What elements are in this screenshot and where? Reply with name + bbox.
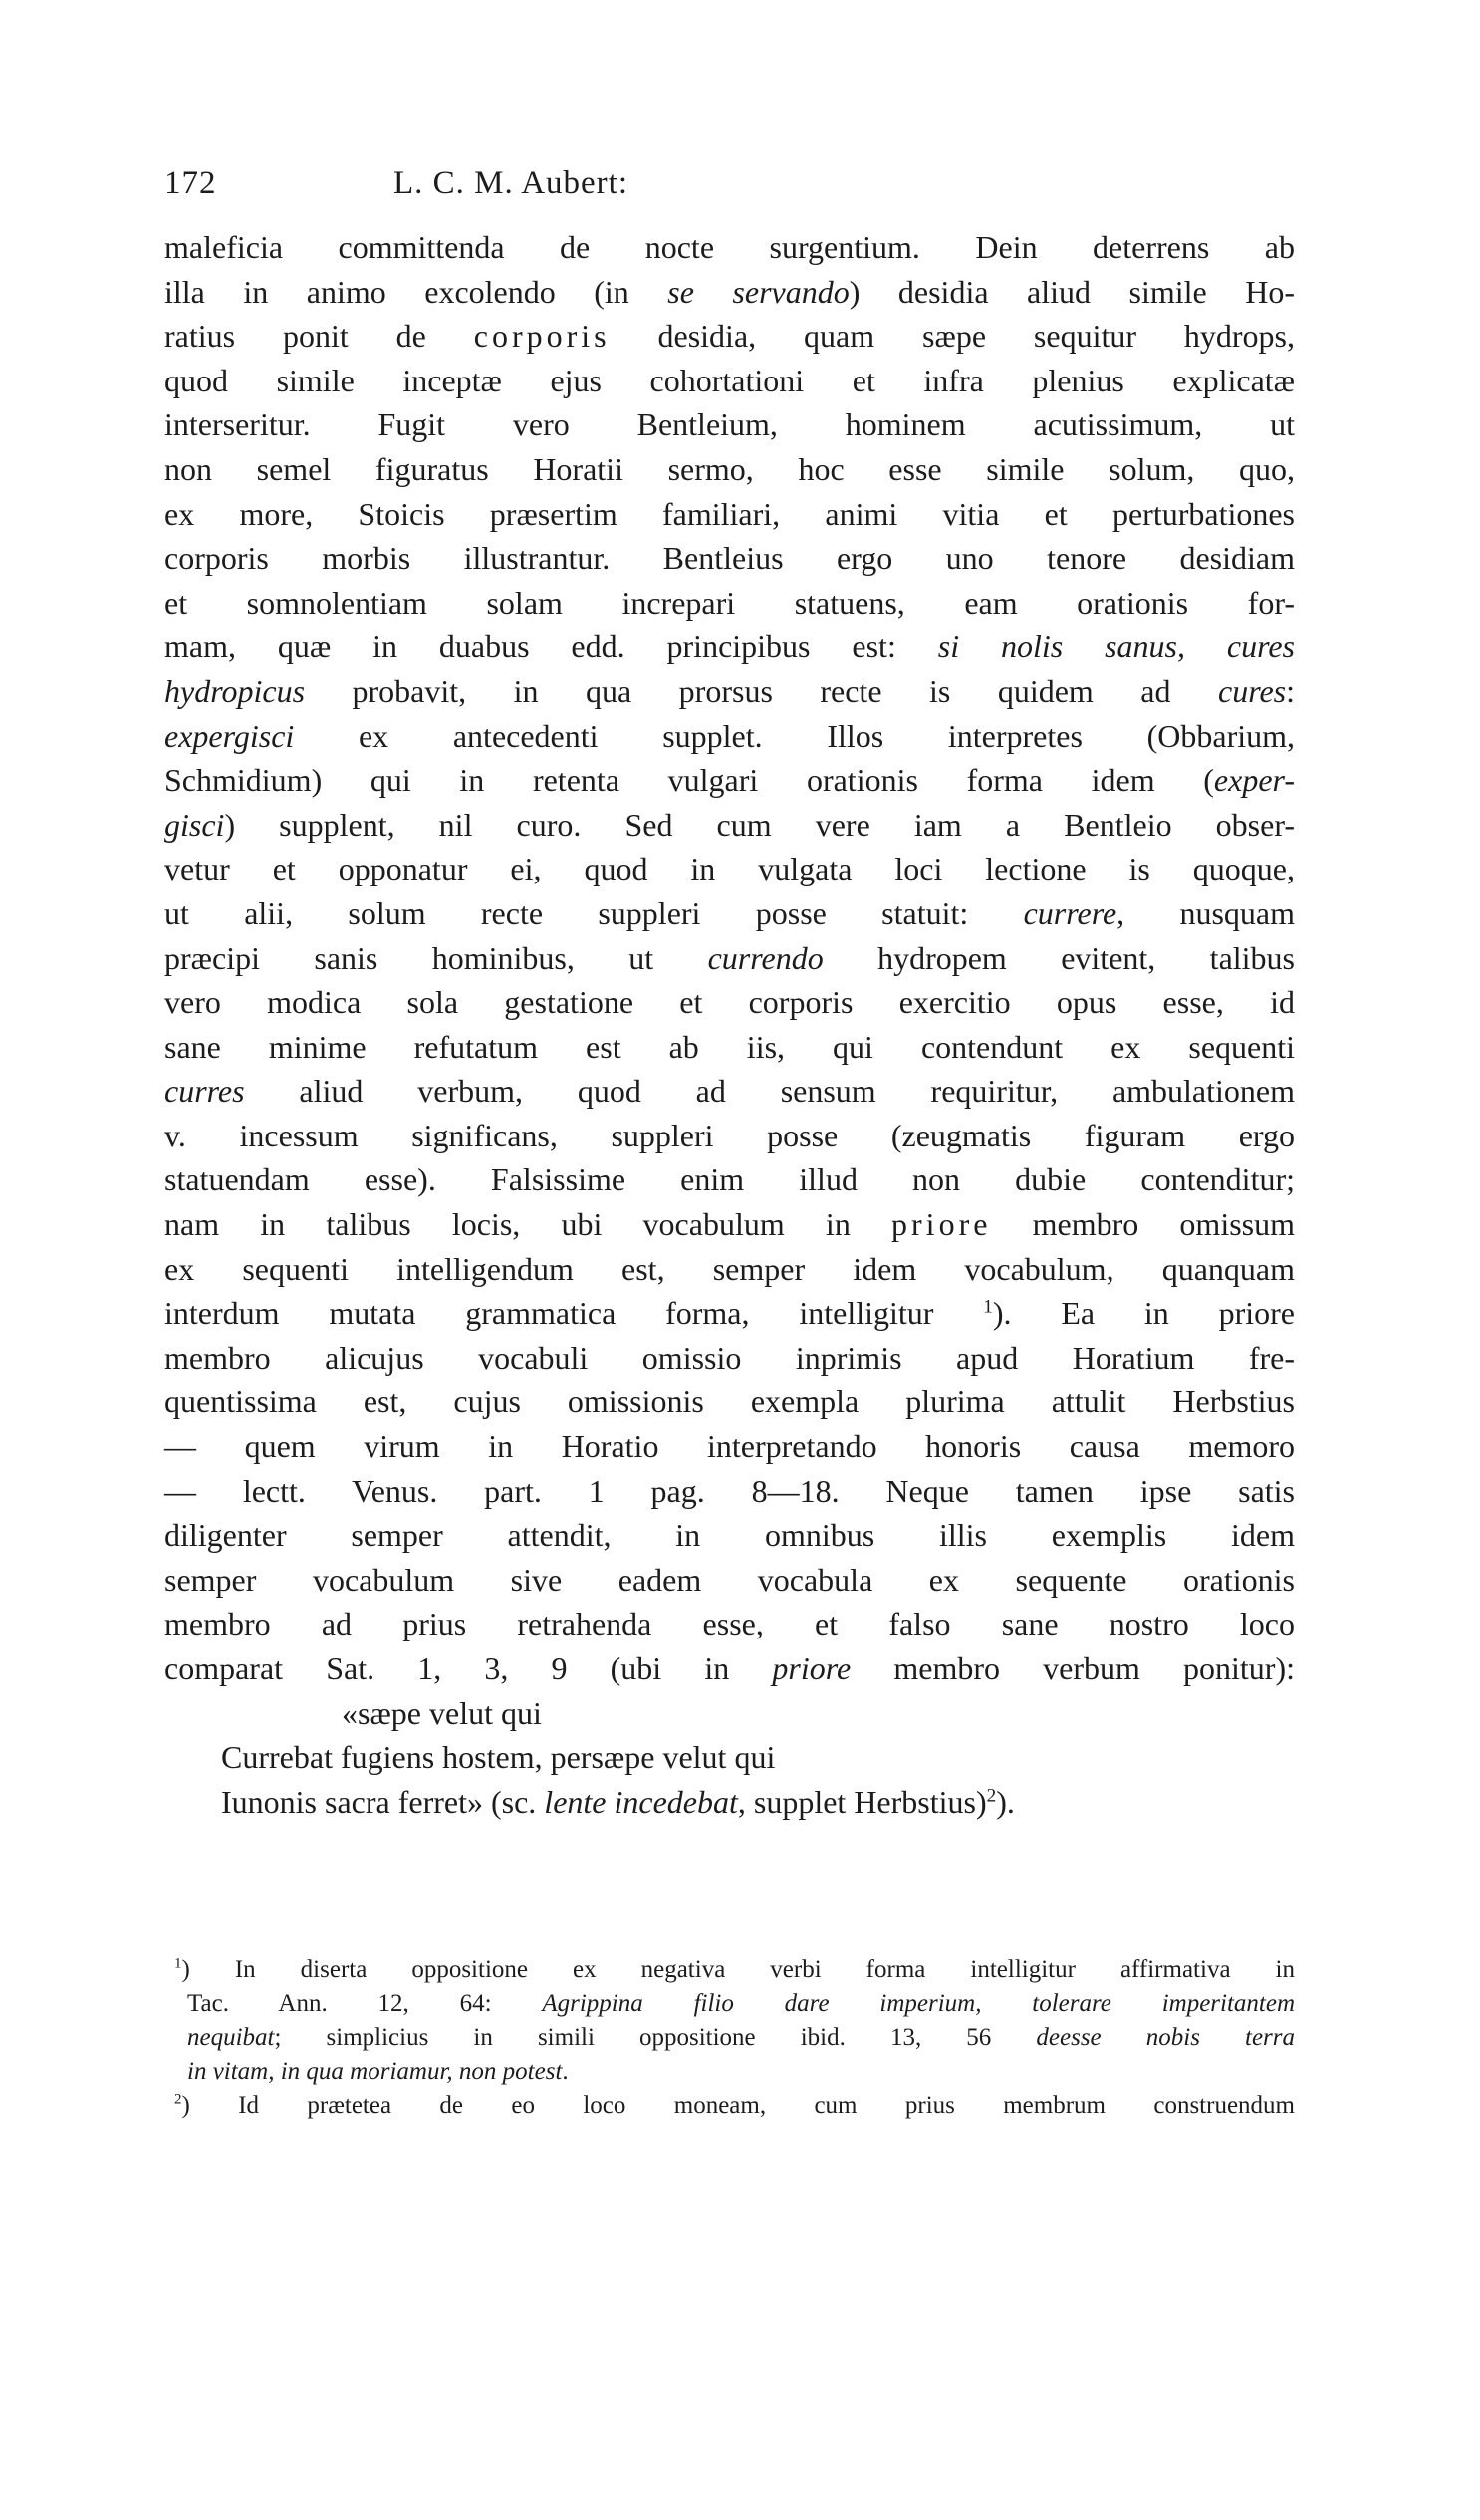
text-line: comparat Sat. 1, 3, 9 (ubi in priore membro verbum ponitur): xyxy=(164,1650,1296,1686)
text-line: gisci) supplent, nil curo. Sed cum vere iam a Bentleio obser- xyxy=(164,806,1295,843)
text-line: mam, quæ in duabus edd. principibus est: si nolis sanus, cures xyxy=(164,629,1296,665)
main-text xyxy=(164,225,1295,1824)
text-line: ut alii, solum recte suppleri posse statuit: currere, nusquam xyxy=(164,894,1296,931)
footnote-1: $^1$) In diserta oppositione ex negativa verbi forma intelligitur affirmativa in xyxy=(174,1955,1295,1983)
text-line: semper vocabulum sive eadem vocabula ex sequente orationis xyxy=(164,1561,1295,1598)
text-line: statuendam esse). Falsissime enim illud non dubie contenditur; xyxy=(164,1161,1295,1198)
text-line: quod simile inceptæ ejus cohortationi et infra plenius explicatæ xyxy=(164,362,1295,398)
text-line: præcipi sanis hominibus, ut currendo hydropem evitent, talibus xyxy=(164,939,1296,976)
verse-line: Currebat fugiens hostem, persæpe velut qui xyxy=(221,1739,776,1776)
text-line: — quem virum in Horatio interpretando honoris causa memoro xyxy=(164,1428,1295,1465)
text-line: Schmidium) qui in retenta vulgari orationis forma idem (exper- xyxy=(164,762,1295,799)
text-line: et somnolentiam solam increpari statuens, eam orationis for- xyxy=(164,584,1295,621)
text-line: curres aliud verbum, quod ad sensum requiritur, ambulationem xyxy=(164,1073,1295,1110)
text-line: membro alicujus vocabuli omissio inprimis apud Horatium fre- xyxy=(164,1339,1295,1376)
text-line: maleficia committenda de nocte surgentium. Dein deterrens ab xyxy=(164,229,1295,265)
text-line: sane minime refutatum est ab iis, qui contendunt ex sequenti xyxy=(164,1028,1295,1065)
footnote-ref: 2 xyxy=(986,1785,997,1807)
text-line: non semel figuratus Horatii sermo, hoc esse simile solum, quo, xyxy=(164,450,1295,487)
text-line: vero modica sola gestatione et corporis exercitio opus esse, id xyxy=(164,984,1295,1021)
text-line: nam in talibus locis, ubi vocabulum in priore membro omissum xyxy=(164,1206,1296,1243)
footnote-ref: 1 xyxy=(983,1296,993,1318)
footnote-line: in vitam, in qua moriamur, non potest. xyxy=(187,2058,569,2085)
page-number: 172 xyxy=(164,165,217,201)
footnote-line: nequibat; simplicius in simili oppositione ibid. 13, 56 deesse nobis terra xyxy=(187,2024,1296,2051)
text-line: illa in animo excolendo (in se servando) desidia aliud simile Ho- xyxy=(164,273,1296,310)
text-line: interdum mutata grammatica forma, intelligitur $^1$). Ea in priore xyxy=(164,1295,1296,1332)
text-line: — lectt. Venus. part. 1 pag. 8—18. Neque tamen ipse satis xyxy=(164,1472,1295,1509)
footnotes xyxy=(164,1953,1295,2123)
text-line: quentissima est, cujus omissionis exempla plurima attulit Herbstius xyxy=(164,1384,1295,1420)
footnote-line: Tac. Ann. 12, 64: Agrippina filio dare imperium, tolerare imperitantem xyxy=(187,1990,1296,2017)
text-line: corporis morbis illustrantur. Bentleius ergo uno tenore desidiam xyxy=(164,540,1295,577)
footnote-2: $^2$) Id prætetea de eo loco moneam, cum prius membrum construendum xyxy=(174,2091,1295,2119)
text-line: v. incessum significans, suppleri posse (zeugmatis figuram ergo xyxy=(164,1117,1295,1153)
text-line: ratius ponit de corporis desidia, quam sæpe sequitur hydrops, xyxy=(164,318,1295,355)
text-line: diligenter semper attendit, in omnibus illis exemplis idem xyxy=(164,1517,1295,1554)
text-line: hydropicus probavit, in qua prorsus recte is quidem ad cures: xyxy=(164,672,1295,709)
running-head: L. C. M. Aubert: xyxy=(393,165,628,201)
verse-line: «sæpe velut qui xyxy=(342,1694,542,1731)
text-line: interseritur. Fugit vero Bentleium, hominem acutissimum, ut xyxy=(164,406,1295,443)
verse-line: Iunonis sacra ferret» (sc. lente incedebat, supplet Herbstius)$^2$). xyxy=(221,1783,1015,1820)
text-line: expergisci ex antecedenti supplet. Illos interpretes (Obbarium, xyxy=(164,717,1295,754)
text-line: ex more, Stoicis præsertim familiari, animi vitia et perturbationes xyxy=(164,495,1295,532)
text-line: ex sequenti intelligendum est, semper idem vocabulum, quanquam xyxy=(164,1250,1295,1287)
text-line: membro ad prius retrahenda esse, et falso sane nostro loco xyxy=(164,1606,1295,1642)
text-line: vetur et opponatur ei, quod in vulgata loci lectione is quoque, xyxy=(164,851,1295,887)
